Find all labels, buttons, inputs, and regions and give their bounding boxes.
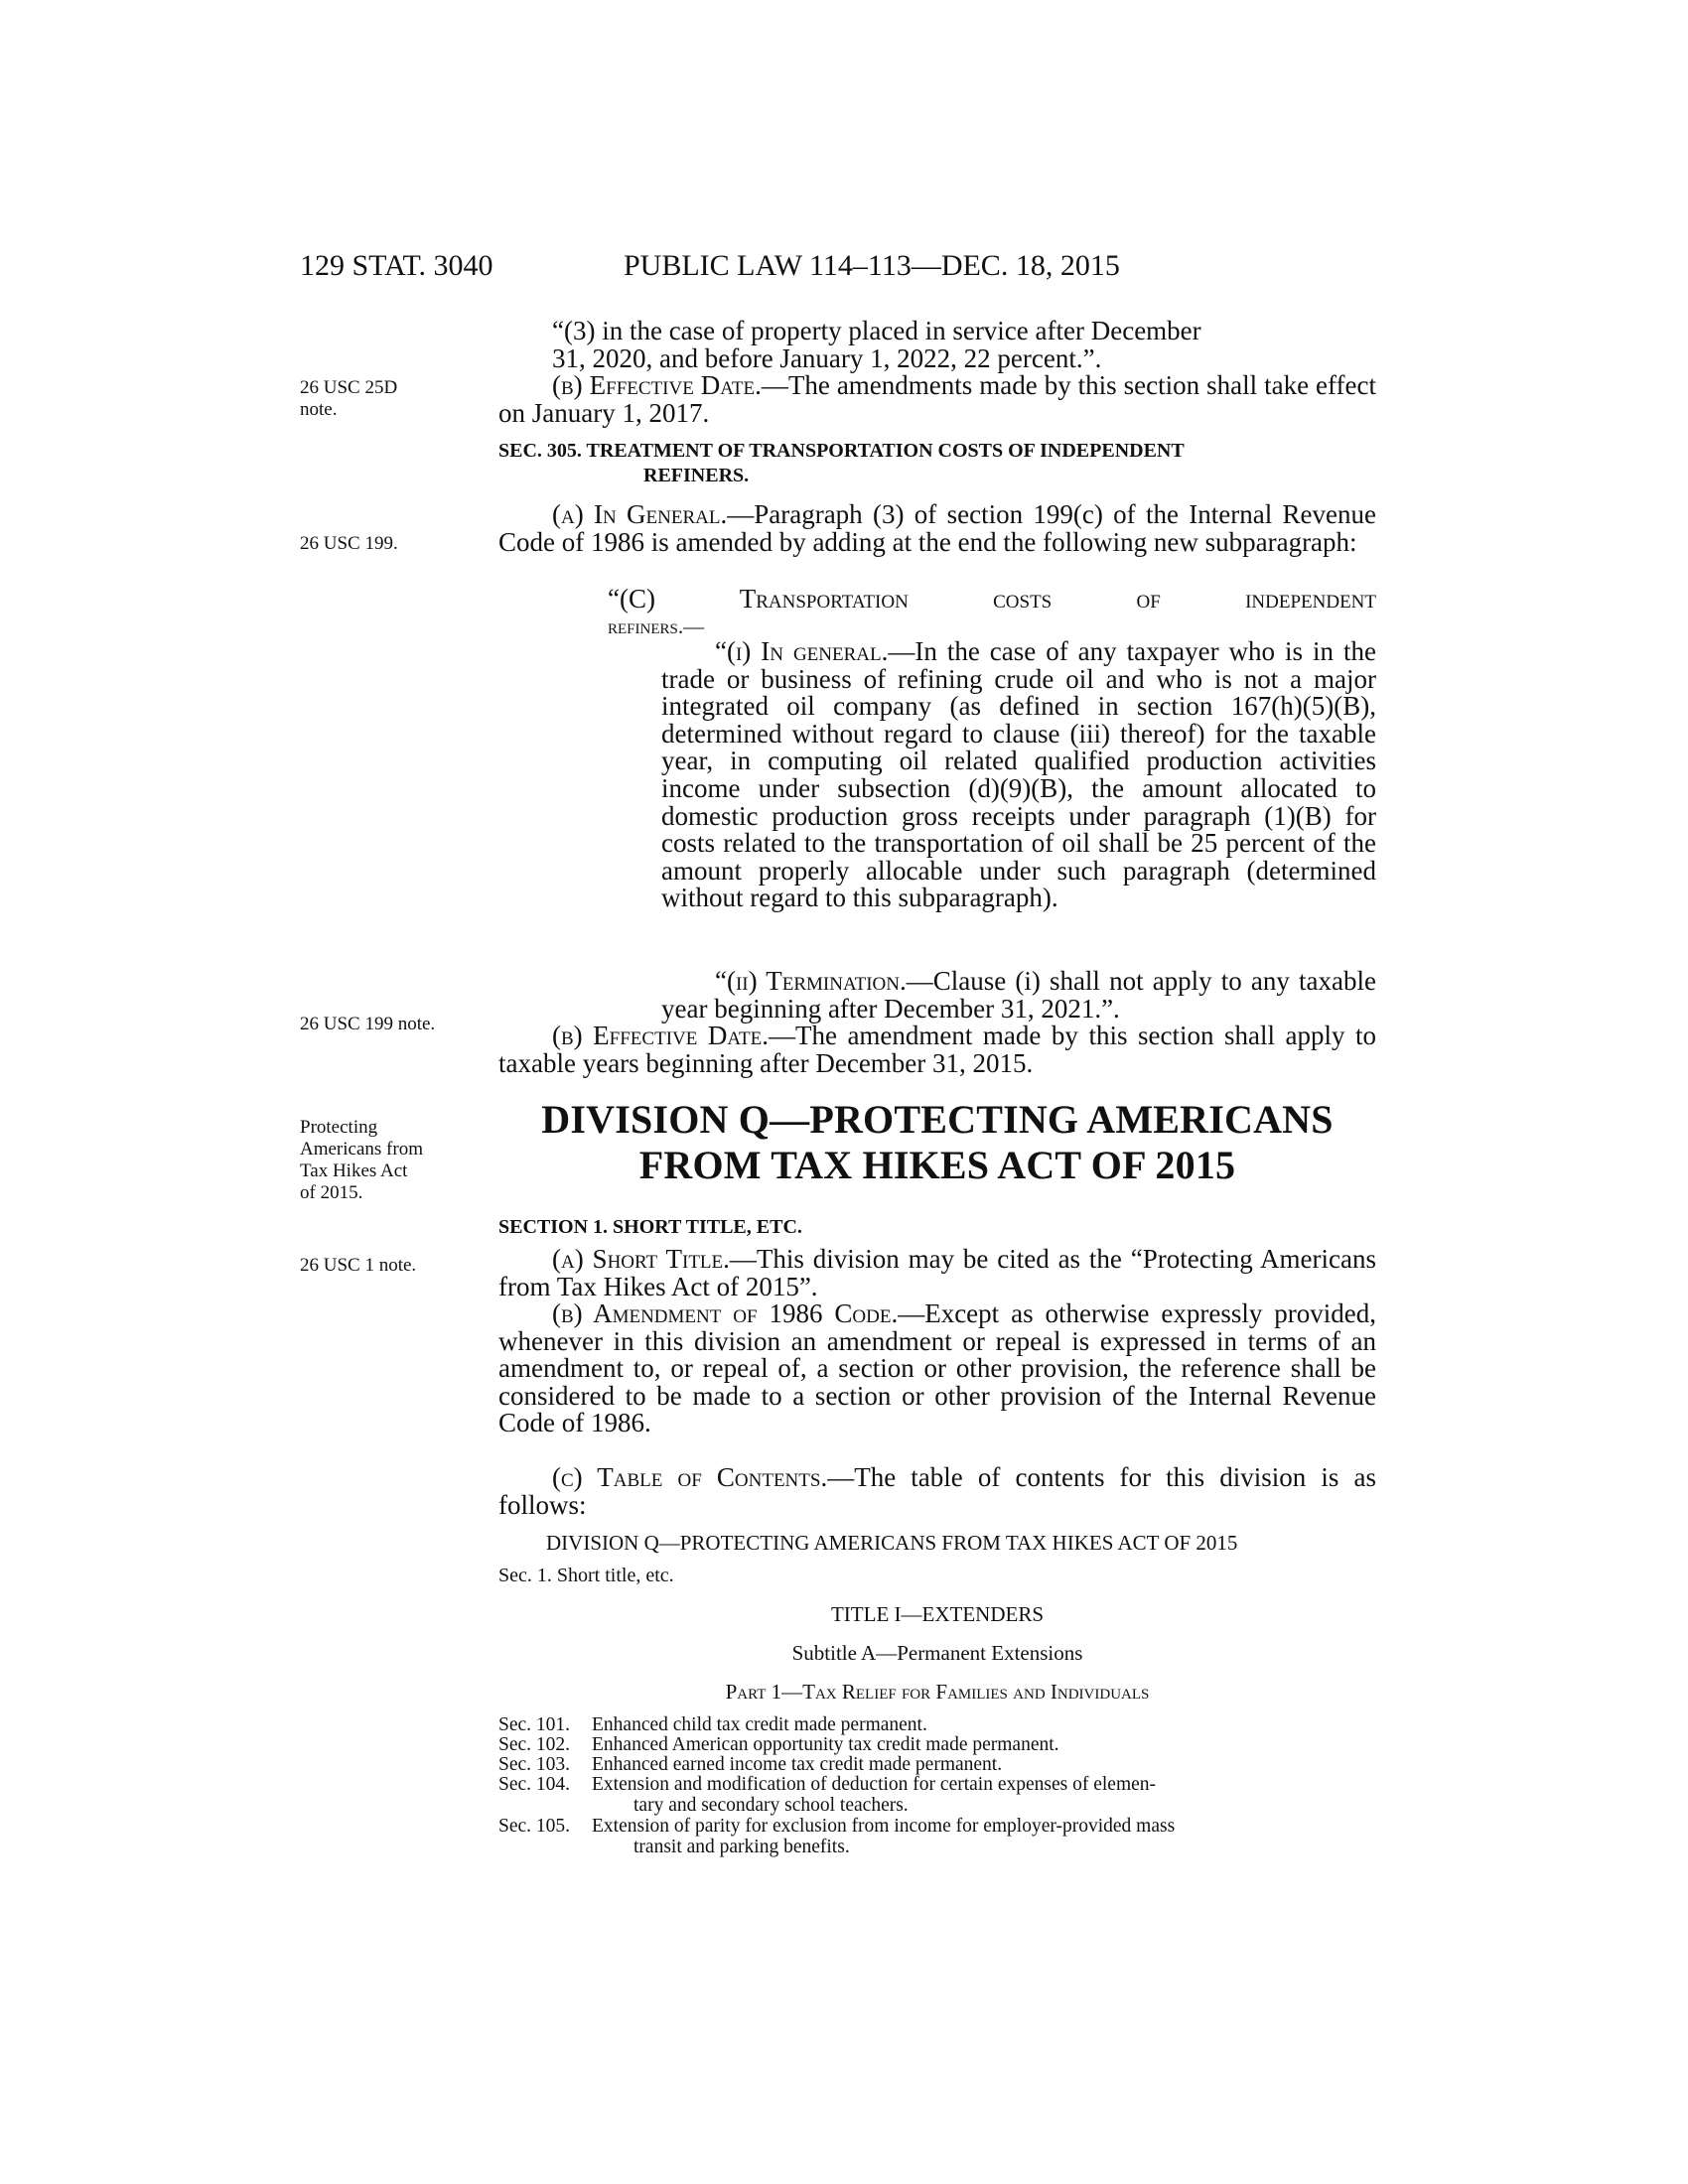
toc-entry-103: Sec. 103. Enhanced earned income tax credit made permanent. (498, 1754, 1003, 1775)
toc-entry-102: Sec. 102. Enhanced American opportunity tax credit made permanent. (498, 1734, 1059, 1755)
section-1-heading: SECTION 1. SHORT TITLE, ETC. (498, 1216, 802, 1238)
toc-sec-1: Sec. 1. Short title, etc. (498, 1565, 674, 1586)
clause-i: “(i) In general.—In the case of any taxpayer who is in the trade or business of refining crude oil and who is not a major integrated oil company (as defined in section 167(h)(5)(B), determined without regard to clause (iii) thereof) for the taxable year, in computing oil related qualified production activities income under subsection (d)(9)(B), the amount allocated to domestic production gross receipts under paragraph (1)(B) for costs related to the transportation of oil shall be 25 percent of the amount properly allocable under such paragraph (determined without regard to this subparagraph). (661, 636, 1376, 913)
paragraph-3-continuation: “(3) in the case of property placed in service after December 31, 2020, and before January 1, 2022, 22 percent.”. (552, 316, 1201, 373)
toc-division-title: DIVISION Q—PROTECTING AMERICANS FROM TAX HIKES ACT OF 2015 (546, 1531, 1238, 1555)
section-1-a: (a) Short Title.—This division may be cited as the “Protecting Americans from Tax Hikes Act of 2015”. (498, 1244, 1376, 1301)
page-title: PUBLIC LAW 114–113—DEC. 18, 2015 (624, 249, 1120, 282)
division-q-heading: DIVISION Q—PROTECTING AMERICANS FROM TAX HIKES ACT OF 2015 (541, 1097, 1334, 1187)
section-305-b: (b) Effective Date.—The amendment made by this section shall apply to taxable years beginning after December 31, 2015. (498, 1021, 1376, 1078)
section-305-a: (a) In General.—Paragraph (3) of section 199(c) of the Internal Revenue Code of 1986 is amended by adding at the end the following new subparagraph: (498, 499, 1376, 557)
margin-note-26usc25d: 26 USC 25D note. (300, 377, 398, 420)
section-1-b: (b) Amendment of 1986 Code.—Except as otherwise expressly provided, whenever in this division an amendment or repeal is expressed in terms of an amendment to, or repeal of, a section or other provision, the reference shall be considered to be made to a section or other provision of the Internal Revenue Code of 1986. (498, 1298, 1376, 1438)
margin-note-26usc199-note: 26 USC 199 note. (300, 1014, 436, 1034)
margin-note-short-title: Protecting Americans from Tax Hikes Act of 2015. (300, 1117, 423, 1203)
margin-note-26usc1-note: 26 USC 1 note. (300, 1255, 417, 1276)
toc-entry-104: Sec. 104. Extension and modification of deduction for certain expenses of elemen- tary and secondary school teachers. (498, 1774, 1157, 1816)
toc-entry-105: Sec. 105. Extension of parity for exclusion from income for employer-provided mass transit and parking benefits. (498, 1816, 1176, 1857)
toc-entry-101: Sec. 101. Enhanced child tax credit made permanent. (498, 1714, 927, 1735)
section-1-c: (c) Table of Contents.—The table of contents for this division is as follows: (498, 1462, 1376, 1520)
effective-date-304: (b) Effective Date.—The amendments made by this section shall take effect on January 1, 2017. (498, 370, 1376, 428)
toc-title-1: TITLE I—EXTENDERS (830, 1602, 1045, 1626)
toc-part-1: Part 1—Tax Relief for Families and Individuals (725, 1680, 1150, 1704)
clause-ii: “(ii) Termination.—Clause (i) shall not apply to any taxable year beginning after December 31, 2021.”. (661, 966, 1376, 1024)
section-305-heading: SEC. 305. TREATMENT OF TRANSPORTATION COSTS OF INDEPENDENT REFINERS. (498, 440, 1185, 486)
margin-note-26usc199: 26 USC 199. (300, 533, 398, 554)
stat-page-number: 129 STAT. 3040 (300, 249, 493, 282)
subparagraph-c-heading-cont: refiners.— (608, 614, 705, 638)
toc-subtitle-a: Subtitle A—Permanent Extensions (791, 1641, 1083, 1665)
subparagraph-c-heading: “(C) Transportation costs of independent (608, 584, 1376, 614)
